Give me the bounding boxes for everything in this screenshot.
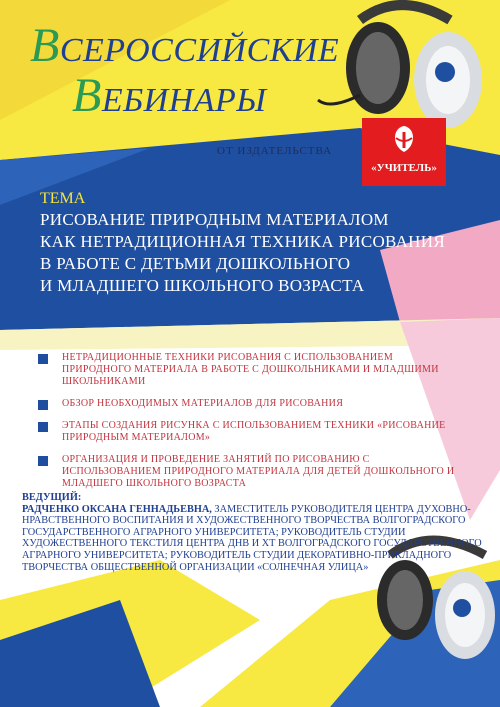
logo-caption: «УЧИТЕЛЬ» xyxy=(371,162,437,174)
host-block xyxy=(22,492,482,573)
topic-title xyxy=(40,209,485,297)
host-name: РАДЧЕНКО ОКСАНА ГЕННАДЬЕВНА, xyxy=(22,503,212,515)
agenda-item-text: ОБЗОР НЕОБХОДИМЫХ МАТЕРИАЛОВ ДЛЯ РИСОВАНИЯ xyxy=(62,398,344,409)
bullet-square-icon xyxy=(38,354,48,364)
host-description: ЗАМЕСТИТЕЛЬ РУКОВОДИТЕЛЯ ЦЕНТРА ДУХОВНО-НРАВСТВЕННОГО ВОСПИТАНИЯ И ХУДОЖЕСТВЕННОГО ТВОРЧЕСТВА ВОЛГОГРАДСКОГО ГОСУДАРСТВЕННОГО АГРАРНОГО УНИВЕРСИТЕТА; РУКОВОДИТЕЛЬ СТУДИИ ХУДОЖЕСТВЕННОГО ТЕКСТИЛЯ ЦЕНТРА ДНВ И ХТ ВОЛГОГРАДСКОГО ГОСУДАРСТВЕННОГО АГРАРНОГО УНИВЕРСИТЕТА; РУКОВОДИТЕЛЬ СТУДИИ ДЕКОРАТИВНО-ПРИКЛАДНОГО ТВОРЧЕСТВА ОБЩЕСТВЕННОЙ ОРГАНИЗАЦИИ «СОЛНЕЧНАЯ УЛИЦА» xyxy=(22,503,482,573)
title-cap-1: В xyxy=(30,19,60,72)
agenda-item-text: ЭТАПЫ СОЗДАНИЯ РИСУНКА С ИСПОЛЬЗОВАНИЕМ ТЕХНИКИ «РИСОВАНИЕ ПРИРОДНЫМ МАТЕРИАЛОМ» xyxy=(62,420,446,443)
title-rest-2: ЕБИНАРЫ xyxy=(101,82,267,119)
agenda-list xyxy=(38,352,458,500)
agenda-item-text: ОРГАНИЗАЦИЯ И ПРОВЕДЕНИЕ ЗАНЯТИЙ ПО РИСОВАНИЮ С ИСПОЛЬЗОВАНИЕМ ПРИРОДНОГО МАТЕРИАЛА ДЛЯ ДЕТЕЙ ДОШКОЛЬНОГО И МЛАДШЕГО ШКОЛЬНОГО ВОЗРАСТА xyxy=(62,454,455,489)
logo-emblem-icon xyxy=(362,118,446,162)
agenda-item-text: НЕТРАДИЦИОННЫЕ ТЕХНИКИ РИСОВАНИЯ С ИСПОЛЬЗОВАНИЕМ ПРИРОДНОГО МАТЕРИАЛА В РАБОТЕ С ДОШКОЛЬНИКАМИ И МЛАДШИМИ ШКОЛЬНИКАМИ xyxy=(62,352,439,387)
topic-line: КАК НЕТРАДИЦИОННАЯ ТЕХНИКА РИСОВАНИЯ xyxy=(40,232,445,251)
publisher-logo xyxy=(362,118,446,186)
topic-label: ТЕМА xyxy=(40,190,86,207)
agenda-item xyxy=(38,352,458,388)
agenda-item xyxy=(38,454,458,490)
publisher-label: ОТ ИЗДАТЕЛЬСТВА xyxy=(217,145,333,157)
bullet-square-icon xyxy=(38,400,48,410)
topic-line: В РАБОТЕ С ДЕТЬМИ ДОШКОЛЬНОГО xyxy=(40,254,351,273)
topic-line: РИСОВАНИЕ ПРИРОДНЫМ МАТЕРИАЛОМ xyxy=(40,210,389,229)
title-line-1 xyxy=(30,19,340,72)
host-label: ВЕДУЩИЙ: xyxy=(22,492,82,503)
topic-line: И МЛАДШЕГО ШКОЛЬНОГО ВОЗРАСТА xyxy=(40,276,365,295)
agenda-item xyxy=(38,420,458,444)
title-line-2 xyxy=(72,69,267,122)
title-rest-1: СЕРОССИЙСКИЕ xyxy=(59,32,340,69)
agenda-item xyxy=(38,398,458,410)
bullet-square-icon xyxy=(38,456,48,466)
bullet-square-icon xyxy=(38,422,48,432)
title-cap-2: В xyxy=(72,69,102,122)
